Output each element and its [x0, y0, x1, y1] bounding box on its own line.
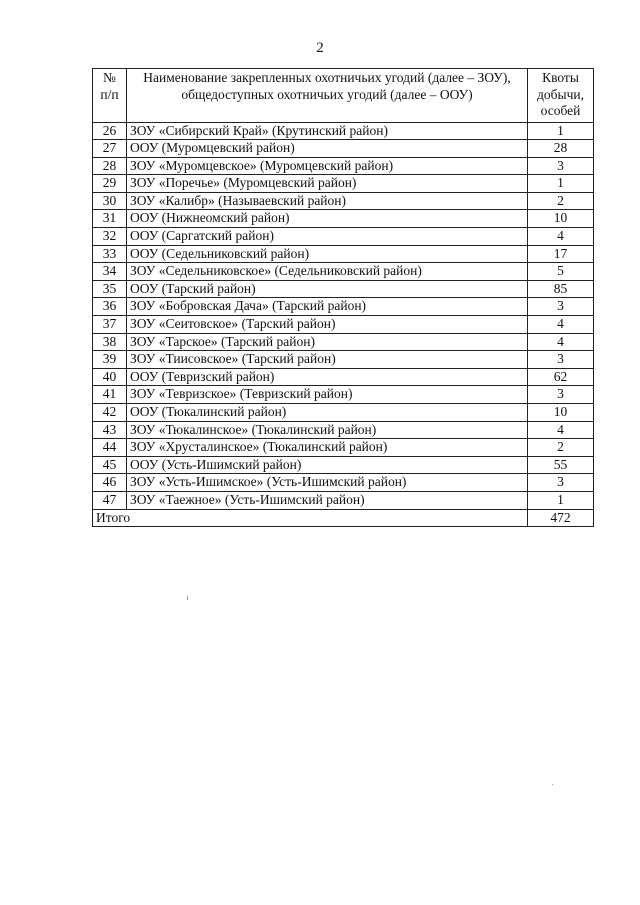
header-name: Наименование закрепленных охотничьих угодий (далее – ЗОУ), общедоступных охотничьих угодий (далее – ООУ) — [127, 69, 528, 123]
row-name: ЗОУ «Тиисовское» (Тарский район) — [127, 351, 528, 369]
row-name: ЗОУ «Тевризское» (Тевризский район) — [127, 386, 528, 404]
row-quota: 4 — [528, 228, 594, 246]
row-name: ЗОУ «Поречье» (Муромцевский район) — [127, 175, 528, 193]
table-row — [93, 368, 594, 386]
row-name: ООУ (Седельниковский район) — [127, 245, 528, 263]
row-quota: 10 — [528, 404, 594, 422]
row-num: 45 — [93, 456, 127, 474]
total-row — [93, 509, 594, 527]
row-quota: 10 — [528, 210, 594, 228]
row-num: 32 — [93, 228, 127, 246]
row-num: 44 — [93, 439, 127, 457]
row-name: ООУ (Тюкалинский район) — [127, 404, 528, 422]
row-num: 38 — [93, 333, 127, 351]
row-num: 46 — [93, 474, 127, 492]
row-quota: 1 — [528, 175, 594, 193]
table-row — [93, 316, 594, 334]
row-quota: 3 — [528, 386, 594, 404]
row-quota: 28 — [528, 140, 594, 158]
scan-speck — [187, 596, 188, 600]
row-quota: 4 — [528, 333, 594, 351]
table-row — [93, 351, 594, 369]
row-num: 35 — [93, 280, 127, 298]
table-row — [93, 140, 594, 158]
table-row — [93, 386, 594, 404]
row-name: ЗОУ «Усть-Ишимское» (Усть-Ишимский район) — [127, 474, 528, 492]
table-row — [93, 280, 594, 298]
hunting-quota-table — [92, 68, 594, 527]
row-num: 31 — [93, 210, 127, 228]
table-row — [93, 157, 594, 175]
row-quota: 62 — [528, 368, 594, 386]
table-row — [93, 122, 594, 140]
row-quota: 1 — [528, 122, 594, 140]
row-name: ЗОУ «Хрусталинское» (Тюкалинский район) — [127, 439, 528, 457]
row-quota: 3 — [528, 474, 594, 492]
table-row — [93, 228, 594, 246]
total-label: Итого — [93, 509, 528, 527]
table-row — [93, 491, 594, 509]
row-quota: 5 — [528, 263, 594, 281]
row-name: ЗОУ «Таежное» (Усть-Ишимский район) — [127, 491, 528, 509]
row-quota: 55 — [528, 456, 594, 474]
row-num: 33 — [93, 245, 127, 263]
row-quota: 4 — [528, 316, 594, 334]
row-quota: 3 — [528, 351, 594, 369]
table-row — [93, 210, 594, 228]
table-row — [93, 245, 594, 263]
row-name: ООУ (Тевризский район) — [127, 368, 528, 386]
row-num: 43 — [93, 421, 127, 439]
table-row — [93, 263, 594, 281]
table-row — [93, 298, 594, 316]
row-name: ЗОУ «Муромцевское» (Муромцевский район) — [127, 157, 528, 175]
row-num: 41 — [93, 386, 127, 404]
row-num: 27 — [93, 140, 127, 158]
table-row — [93, 421, 594, 439]
total-quota: 472 — [528, 509, 594, 527]
row-name: ООУ (Нижнеомский район) — [127, 210, 528, 228]
table-row — [93, 333, 594, 351]
row-num: 39 — [93, 351, 127, 369]
table-body — [93, 122, 594, 509]
row-name: ЗОУ «Седельниковское» (Седельниковский район) — [127, 263, 528, 281]
row-num: 29 — [93, 175, 127, 193]
row-num: 40 — [93, 368, 127, 386]
row-num: 47 — [93, 491, 127, 509]
row-name: ЗОУ «Тарское» (Тарский район) — [127, 333, 528, 351]
row-name: ООУ (Тарский район) — [127, 280, 528, 298]
table-row — [93, 439, 594, 457]
row-name: ООУ (Саргатский район) — [127, 228, 528, 246]
row-quota: 17 — [528, 245, 594, 263]
row-num: 37 — [93, 316, 127, 334]
row-quota: 2 — [528, 192, 594, 210]
row-num: 30 — [93, 192, 127, 210]
row-num: 42 — [93, 404, 127, 422]
row-num: 34 — [93, 263, 127, 281]
row-name: ЗОУ «Бобровская Дача» (Тарский район) — [127, 298, 528, 316]
row-quota: 85 — [528, 280, 594, 298]
page-number: 2 — [316, 40, 324, 56]
row-name: ЗОУ «Калибр» (Называевский район) — [127, 192, 528, 210]
row-name: ООУ (Усть-Ишимский район) — [127, 456, 528, 474]
row-quota: 3 — [528, 298, 594, 316]
row-quota: 2 — [528, 439, 594, 457]
scan-speck — [552, 784, 553, 785]
table-row — [93, 474, 594, 492]
row-num: 36 — [93, 298, 127, 316]
table-header-row — [93, 69, 594, 123]
row-num: 26 — [93, 122, 127, 140]
row-quota: 1 — [528, 491, 594, 509]
row-quota: 4 — [528, 421, 594, 439]
table-row — [93, 404, 594, 422]
row-name: ЗОУ «Сеитовское» (Тарский район) — [127, 316, 528, 334]
table-row — [93, 456, 594, 474]
row-name: ЗОУ «Сибирский Край» (Крутинский район) — [127, 122, 528, 140]
row-quota: 3 — [528, 157, 594, 175]
row-name: ЗОУ «Тюкалинское» (Тюкалинский район) — [127, 421, 528, 439]
table-row — [93, 192, 594, 210]
row-name: ООУ (Муромцевский район) — [127, 140, 528, 158]
header-quota: Квоты добычи, особей — [528, 69, 594, 123]
table-row — [93, 175, 594, 193]
header-num: № п/п — [93, 69, 127, 123]
row-num: 28 — [93, 157, 127, 175]
